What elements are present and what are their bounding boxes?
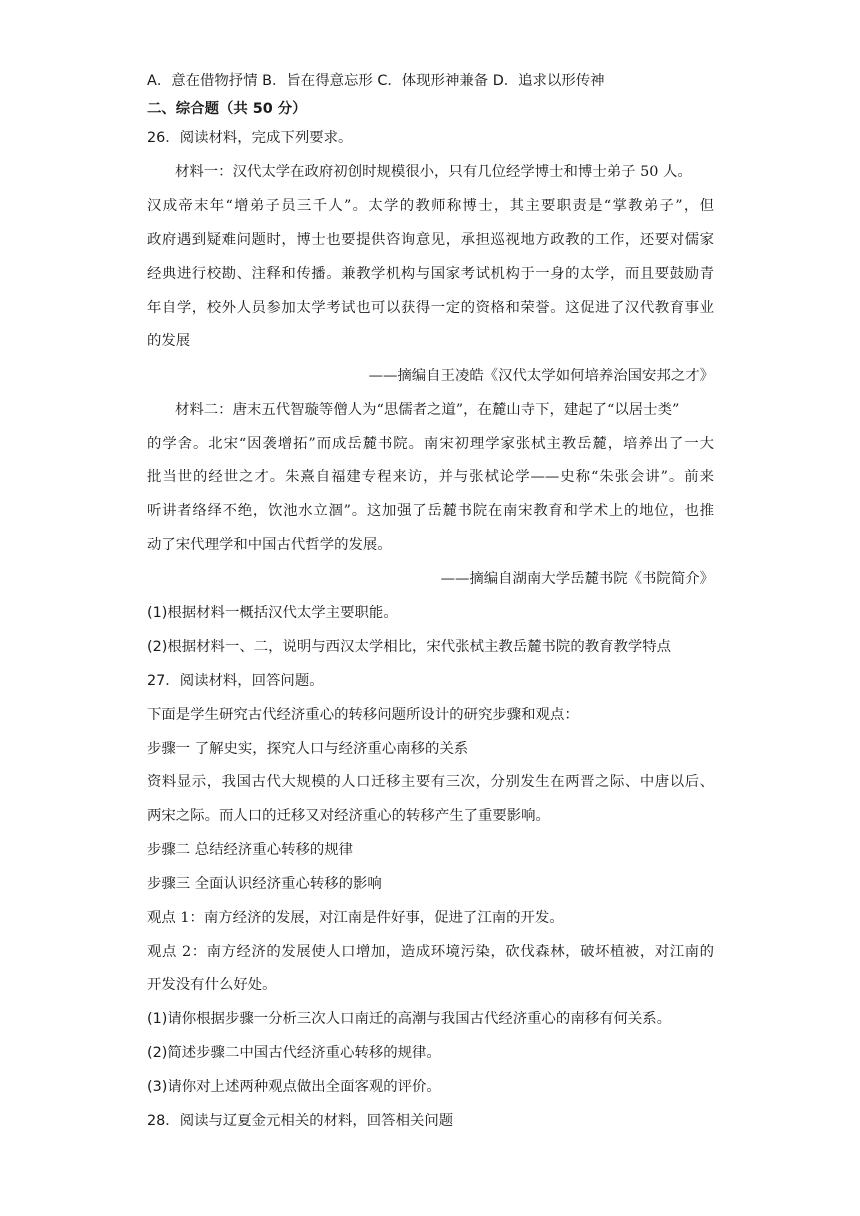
material-1-line: 政府遇到疑难问题时，博士也要提供咨询意见，承担巡视地方政教的工作，还要对儒家 bbox=[147, 232, 714, 248]
material-1-line: 年自学，校外人员参加太学考试也可以获得一定的资格和荣誉。这促进了汉代教育事业 bbox=[147, 300, 714, 316]
material-1-line: 经典进行校勘、注释和传播。兼教学机构与国家考试机构于一身的太学，而且要鼓励青 bbox=[147, 266, 714, 282]
step-3-heading: 步骤三 全面认识经济重心转移的影响 bbox=[147, 876, 382, 892]
step-1-heading: 步骤一 了解史实，探究人口与经济重心南移的关系 bbox=[147, 741, 469, 757]
material-2-line: 动了宋代理学和中国古代哲学的发展。 bbox=[147, 537, 392, 553]
step-1-data-line: 两宋之际。而人口的迁移又对经济重心的转移产生了重要影响。 bbox=[147, 808, 550, 824]
material-1-line: 汉成帝末年“增弟子员三千人”。太学的教师称博士，其主要职责是“掌教弟子”，但 bbox=[147, 198, 714, 214]
step-1-data-line: 资料显示，我国古代大规模的人口迁移主要有三次，分别发生在两晋之际、中唐以后、 bbox=[147, 774, 714, 790]
section-heading: 二、综合题（共 50 分） bbox=[147, 101, 307, 117]
answer-options-line: A．意在借物抒情 B．旨在得意忘形 C．体现形神兼备 D．追求以形传神 bbox=[147, 73, 605, 89]
viewpoint-1: 观点 1：南方经济的发展，对江南是件好事，促进了江南的开发。 bbox=[147, 910, 564, 926]
material-1-line: 材料一：汉代太学在政府初创时规模很小，只有几位经学博士和博士弟子 50 人。 bbox=[175, 164, 692, 180]
question-26-part-1: (1)根据材料一概括汉代太学主要职能。 bbox=[147, 605, 398, 621]
viewpoint-2-line: 开发没有什么好处。 bbox=[147, 977, 277, 993]
question-26-stem: 26．阅读材料，完成下列要求。 bbox=[147, 130, 353, 146]
question-27-part-3: (3)请你对上述两种观点做出全面客观的评价。 bbox=[147, 1079, 441, 1095]
material-1-source: ——摘编自王凌皓《汉代太学如何培养治国安邦之才》 bbox=[368, 368, 714, 384]
material-1-line: 的发展 bbox=[147, 333, 191, 349]
question-27-part-2: (2)简述步骤二中国古代经济重心转移的规律。 bbox=[147, 1045, 441, 1061]
material-2-source: ——摘编自湖南大学岳麓书院《书院简介》 bbox=[440, 571, 714, 587]
material-2-line: 听讲者络绎不绝，饮池水立涸”。这加强了岳麓书院在南宋教育和学术上的地位，也推 bbox=[147, 503, 714, 519]
question-28-stem: 28．阅读与辽夏金元相关的材料，回答相关问题 bbox=[147, 1113, 454, 1129]
question-26-part-2: (2)根据材料一、二，说明与西汉太学相比，宋代张栻主教岳麓书院的教育教学特点 bbox=[147, 639, 672, 655]
question-27-stem: 27．阅读材料，回答问题。 bbox=[147, 673, 324, 689]
material-2-line: 的学舍。北宋“因袭增拓”而成岳麓书院。南宋初理学家张栻主教岳麓，培养出了一大 bbox=[147, 436, 714, 452]
question-27-part-1: (1)请你根据步骤一分析三次人口南迁的高潮与我国古代经济重心的南移有何关系。 bbox=[147, 1011, 672, 1027]
question-27-intro: 下面是学生研究古代经济重心的转移问题所设计的研究步骤和观点： bbox=[147, 707, 579, 723]
material-2-line: 批当世的经世之才。朱熹自福建专程来访，并与张栻论学——史称“朱张会讲”。前来 bbox=[147, 469, 714, 485]
material-2-line: 材料二：唐末五代智璇等僧人为“思儒者之道”，在麓山寺下，建起了“以居士类” bbox=[175, 402, 680, 418]
step-2-heading: 步骤二 总结经济重心转移的规律 bbox=[147, 842, 354, 858]
viewpoint-2-line: 观点 2：南方经济的发展使人口增加，造成环境污染，砍伐森林，破坏植被，对江南的 bbox=[147, 944, 714, 960]
